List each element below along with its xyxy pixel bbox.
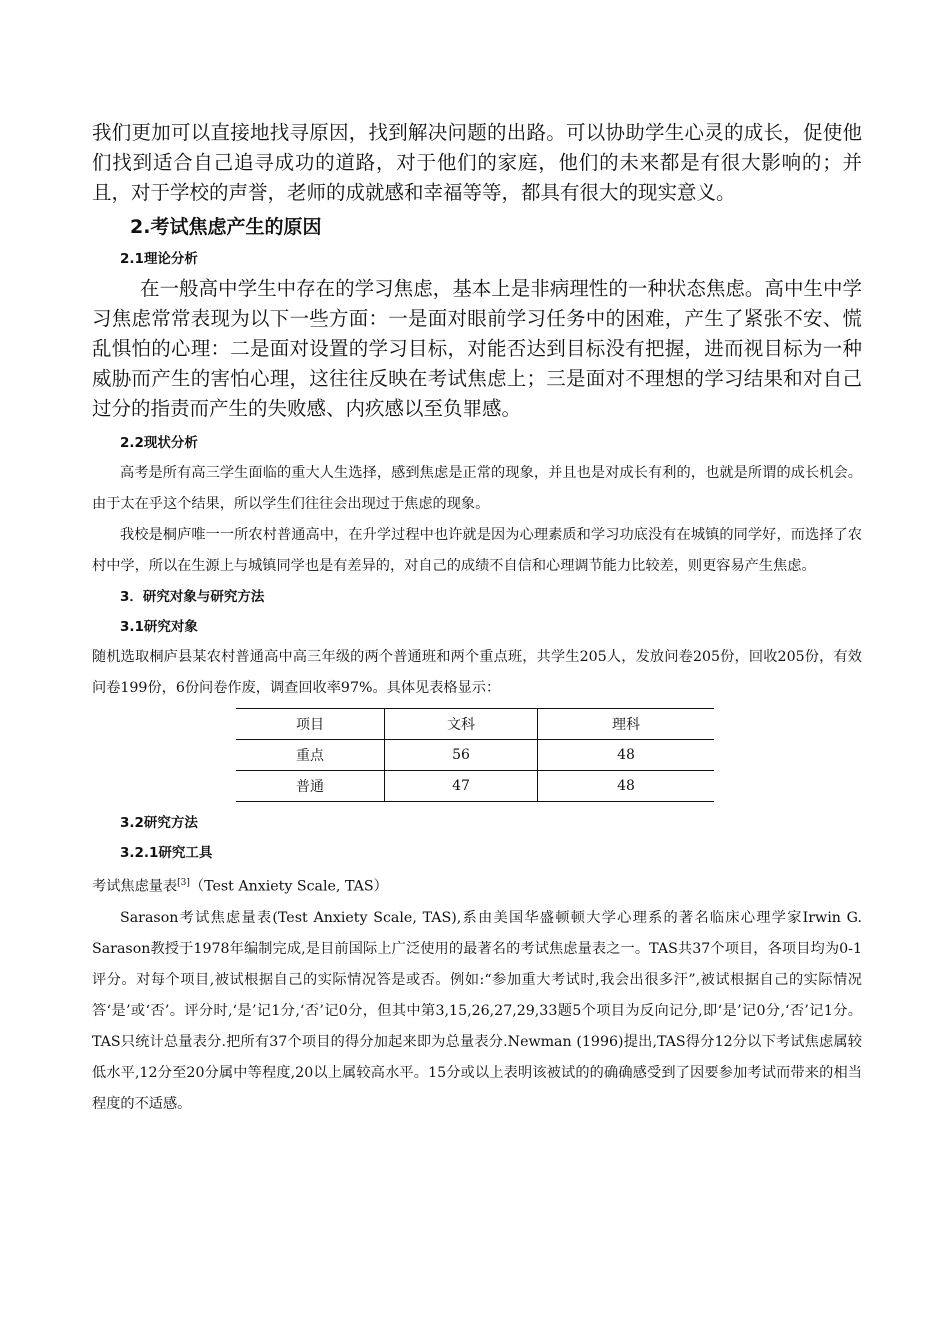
theory-analysis-paragraph: 在一般高中学生中存在的学习焦虑，基本上是非病理性的一种状态焦虑。高中生中学习焦虑常常表现为以下一些方面：一是面对眼前学习任务中的困难，产生了紧张不安、慌乱惧怕的心理：二是面对设置的学习目标，对能否达到目标没有把握，进而视目标为一种威胁而产生的害怕心理，这往往反映在考试焦虑上；三是面对不理想的学习结果和对自己过分的指责而产生的失败感、内疚感以至负罪感。: [92, 277, 862, 420]
tool-title-line: [92, 868, 862, 903]
tool-title: 考试焦虑量表: [92, 878, 178, 895]
tool-description-paragraph: Sarason考试焦虑量表(Test Anxiety Scale, TAS),系由美国华盛顿顿大学心理系的著名临床心理学家Irwin G. Sarason教授于1978年编制完成,是目前国际上广泛使用的最著名的考试焦虑量表之一。TAS共37个项目，各项目均为0-1评分。对每个项目,被试根据自己的实际情况答是或否。例如:“参加重大考试时,我会出很多汗”,被试根据自己的实际情况答‘是’或‘否’。评分时,‘是’记1分,‘否’记0分，但其中第3,15,26,27,29,33题5个项目为反向记分,即‘是’记0分,‘否’记1分。TAS只统计总量表分.把所有37个项目的得分加起来即为总量表分.Newman (1996)提出,TAS得分12分以下考试焦虑属较低水平,12分至20分属中等程度,20以上属较高水平。15分或以上表明该被试的的确确感受到了因要参加考试而带来的相当程度的不适感。: [92, 909, 862, 1112]
sample-table: [236, 708, 714, 802]
citation-ref: [3]: [177, 878, 190, 888]
table-cell: 普通: [236, 771, 385, 802]
document-page: [92, 118, 862, 1120]
table-row: [236, 771, 714, 802]
table-cell: 56: [385, 740, 538, 771]
table-cell: 48: [538, 771, 715, 802]
section-heading-2: 2.考试焦虑产生的原因: [130, 216, 322, 238]
table-cell: 47: [385, 771, 538, 802]
table-row: [236, 740, 714, 771]
intro-paragraph: 我们更加可以直接地找寻原因，找到解决问题的出路。可以协助学生心灵的成长，促使他们找到适合自己追寻成功的道路，对于他们的家庭，他们的未来都是有很大影响的；并且，对于学校的声誉，老师的成就感和幸福等等，都具有很大的现实意义。: [92, 121, 862, 204]
tool-title-suffix: （Test Anxiety Scale, TAS）: [189, 878, 388, 895]
table-header-row: [236, 709, 714, 740]
table-header-cell: 项目: [296, 717, 324, 733]
subsection-heading-2-1: 2.1理论分析: [120, 251, 198, 267]
research-subject-paragraph: 随机选取桐庐县某农村普通高中高三年级的两个普通班和两个重点班，共学生205人，发放问卷205份，回收205份，有效问卷199份，6份问卷作废，调查回收率97%。具体见表格显示：: [92, 649, 862, 696]
subsection-heading-3-1: 3.1研究对象: [120, 619, 198, 635]
subsection-heading-3-2-1: 3.2.1研究工具: [120, 845, 213, 861]
status-analysis-paragraph-1: 高考是所有高三学生面临的重大人生选择，感到焦虑是正常的现象，并且也是对成长有利的，也就是所谓的成长机会。由于太在乎这个结果，所以学生们往往会出现过于焦虑的现象。: [92, 465, 862, 512]
table-cell: 重点: [236, 740, 385, 771]
table-header-cell: 文科: [385, 709, 538, 740]
table-header-cell: 理科: [538, 709, 715, 740]
subsection-heading-2-2: 2.2现状分析: [120, 435, 198, 451]
status-analysis-paragraph-2: 我校是桐庐唯一一所农村普通高中，在升学过程中也许就是因为心理素质和学习功底没有在城镇的同学好，而选择了农村中学，所以在生源上与城镇同学也是有差异的，对自己的成绩不自信和心理调节能力比较差，则更容易产生焦虑。: [92, 527, 862, 574]
table-cell: 48: [538, 740, 715, 771]
section-heading-3: 3．研究对象与研究方法: [120, 589, 265, 605]
subsection-heading-3-2: 3.2研究方法: [120, 815, 198, 831]
